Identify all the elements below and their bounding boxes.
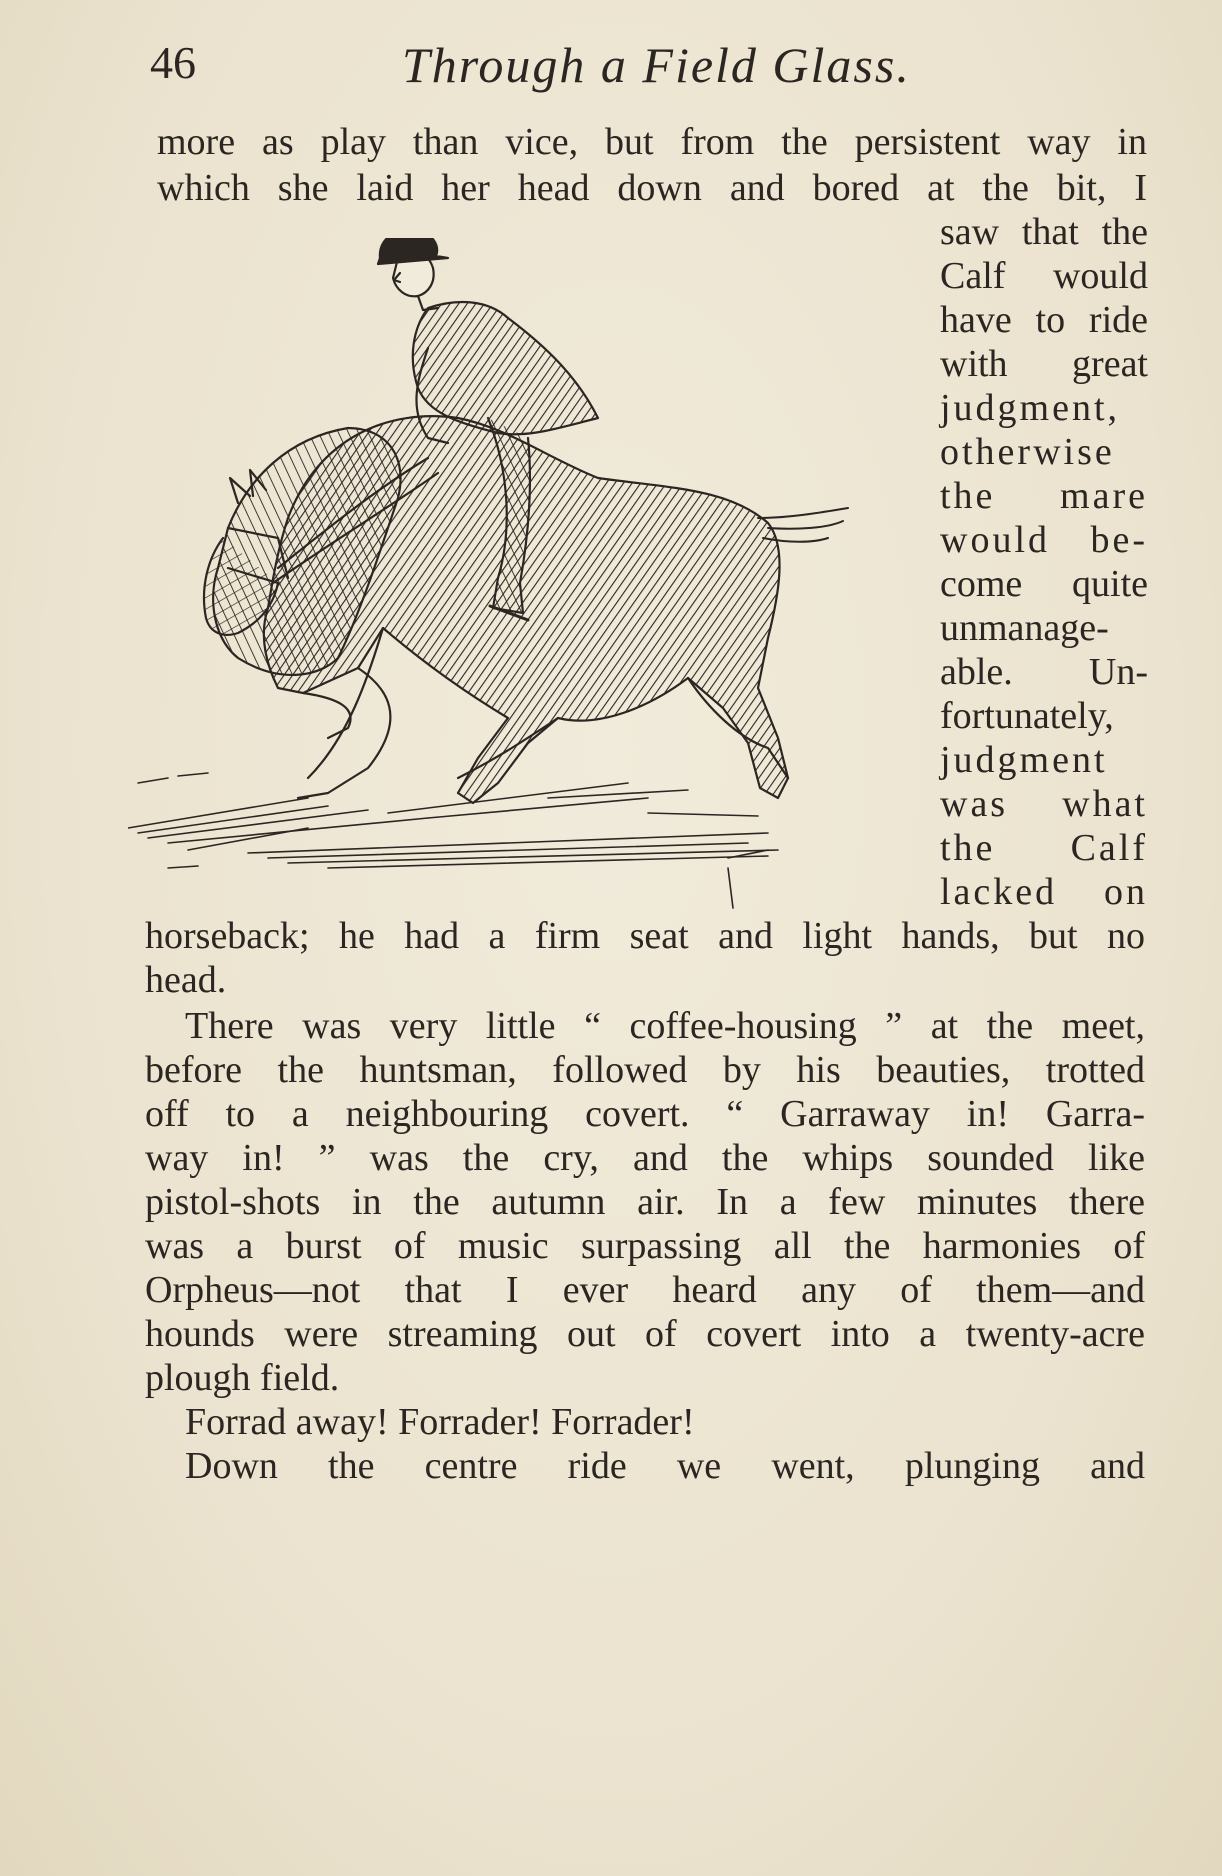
text-line: which she laid her head down and bored at the bit, I: [157, 167, 1147, 209]
text-line: the Calf: [940, 827, 1148, 869]
text-line: otherwise: [940, 431, 1115, 473]
text-line: pistol-shots in the autumn air. In a few minutes there: [145, 1181, 1145, 1223]
text-line: Down the centre ride we went, plunging and: [185, 1445, 1145, 1487]
text-line: have to ride: [940, 299, 1148, 341]
text-line: saw that the: [940, 211, 1148, 253]
text-line: There was very little “ coffee-housing ” at the meet,: [185, 1005, 1145, 1047]
text-line: hounds were streaming out of covert into a twenty-acre: [145, 1313, 1145, 1355]
text-line: more as play than vice, but from the persistent way in: [157, 121, 1147, 163]
text-line: judgment: [940, 739, 1108, 781]
text-line: horseback; he had a firm seat and light hands, but no: [145, 915, 1145, 957]
text-line: come quite: [940, 563, 1148, 605]
text-line: would be-: [940, 519, 1148, 561]
page-header: [150, 30, 1150, 100]
text-line: able. Un-: [940, 651, 1148, 693]
text-line: Forrad away! Forrader! Forrader!: [185, 1401, 695, 1443]
text-line: head.: [145, 959, 227, 1001]
text-line: fortunately,: [940, 695, 1114, 737]
text-line: off to a neighbouring covert. “ Garraway in! Garra-: [145, 1093, 1145, 1135]
text-line: with great: [940, 343, 1148, 385]
text-line: lacked on: [940, 871, 1148, 913]
text-line: was a burst of music surpassing all the harmonies of: [145, 1225, 1145, 1267]
text-line: was what: [940, 783, 1148, 825]
page-number: 46: [150, 37, 196, 88]
text-line: plough field.: [145, 1357, 340, 1399]
text-line: Orpheus—not that I ever heard any of them—and: [145, 1269, 1145, 1311]
text-line: Calf would: [940, 255, 1148, 297]
text-line: unmanage-: [940, 607, 1109, 649]
text-line: way in! ” was the cry, and the whips sounded like: [145, 1137, 1145, 1179]
text-line: judgment,: [940, 387, 1121, 429]
text-line: before the huntsman, followed by his beauties, trotted: [145, 1049, 1145, 1091]
running-title: Through a Field Glass.: [402, 37, 911, 93]
text-line: the mare: [940, 475, 1148, 517]
